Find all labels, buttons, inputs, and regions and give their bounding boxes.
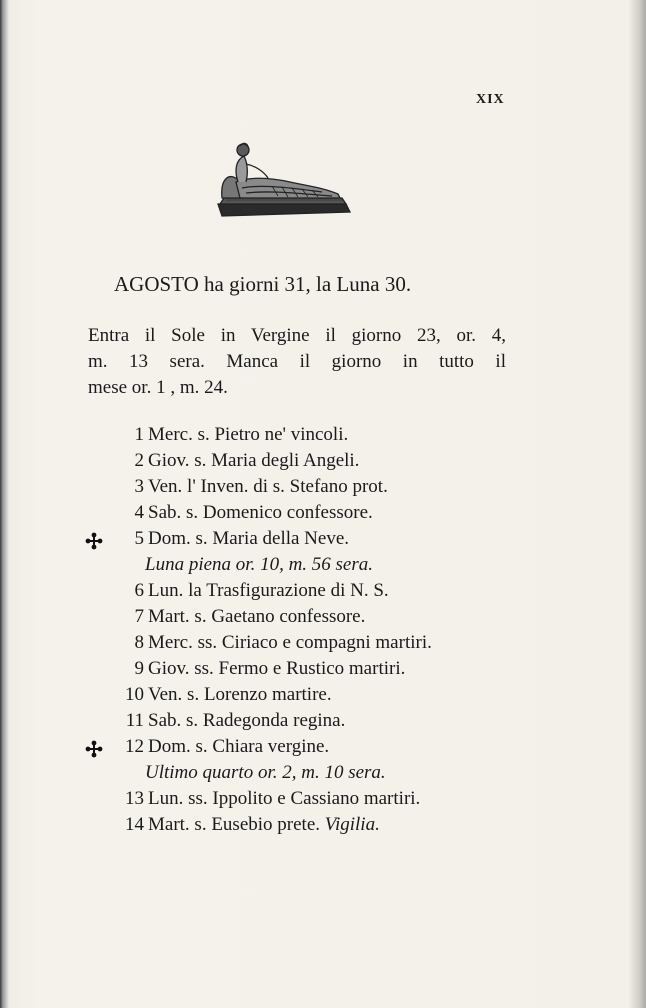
day-description: Ven. s. Lorenzo martire. [148,684,332,705]
day-text [148,632,432,654]
day-entry [0,502,646,528]
day-entry [0,658,646,684]
intro-line: m. 13 sera. Manca il giorno in tutto il [88,351,506,372]
cross-icon [84,739,104,759]
day-text [148,736,329,758]
day-entry [0,788,646,814]
day-number: 14 [125,814,144,835]
day-text [148,476,388,498]
cross-icon [84,531,104,551]
day-number: 13 [125,788,144,809]
day-number: 1 [134,424,144,445]
intro-line: mese or. 1 , m. 24. [88,377,228,398]
day-text [148,684,332,706]
day-entry [0,450,646,476]
day-number: 3 [134,476,144,497]
intro-paragraph [88,323,508,401]
day-entry [0,632,646,658]
intro-line: Entra il Sole in Vergine il giorno 23, or. 4, [88,325,506,346]
day-entry [0,684,646,710]
day-text [148,424,348,446]
day-description: Giov. s. Maria degli Angeli. [148,450,360,471]
day-entry [0,814,646,840]
day-suffix: Vigilia. [324,814,380,835]
day-description: Lun. la Trasfigurazione di N. S. [148,580,389,601]
day-description: Giov. ss. Fermo e Rustico martiri. [148,658,406,679]
day-description: Sab. s. Domenico confessore. [148,502,373,523]
day-number: 7 [134,606,144,627]
day-text [148,606,365,628]
day-description: Sab. s. Radegonda regina. [148,710,346,731]
moon-phase-note [0,554,646,580]
note-text: Luna piena or. 10, m. 56 sera. [145,554,374,575]
day-entry [0,424,646,450]
day-number: 9 [134,658,144,679]
day-entry [0,606,646,632]
day-entry [0,476,646,502]
day-description: Merc. s. Pietro ne' vincoli. [148,424,349,445]
day-description: Mart. s. Gaetano confessore. [148,606,366,627]
month-heading: AGOSTO ha giorni 31, la Luna 30. [114,272,412,296]
day-text [148,450,359,472]
day-number: 10 [125,684,144,705]
day-description: Merc. ss. Ciriaco e compagni martiri. [148,632,432,653]
day-description: Mart. s. Eusebio prete. [148,814,321,835]
day-text [148,658,405,680]
day-description: Ven. l' Inven. di s. Stefano prot. [148,476,388,497]
day-text [148,528,349,550]
day-number: 2 [134,450,144,471]
day-text [148,814,380,836]
day-list [0,424,646,840]
day-entry [0,528,646,554]
day-description: Lun. ss. Ippolito e Cassiano martiri. [148,788,421,809]
reclining-figure-vignette [212,138,354,226]
day-text [148,710,345,732]
day-number: 8 [134,632,144,653]
day-entry [0,736,646,762]
day-number: 4 [134,502,144,523]
day-description: Dom. s. Maria della Neve. [148,528,350,549]
day-number: 12 [125,736,144,757]
day-entry [0,710,646,736]
day-number: 6 [134,580,144,601]
page-number: XIX [476,92,505,107]
day-number: 5 [134,528,144,549]
note-text: Ultimo quarto or. 2, m. 10 sera. [145,762,386,783]
day-text [148,788,420,810]
day-description: Dom. s. Chiara vergine. [148,736,330,757]
day-number: 11 [125,710,144,731]
moon-phase-note [0,762,646,788]
day-entry [0,580,646,606]
day-text [148,580,389,602]
day-text [148,502,373,524]
